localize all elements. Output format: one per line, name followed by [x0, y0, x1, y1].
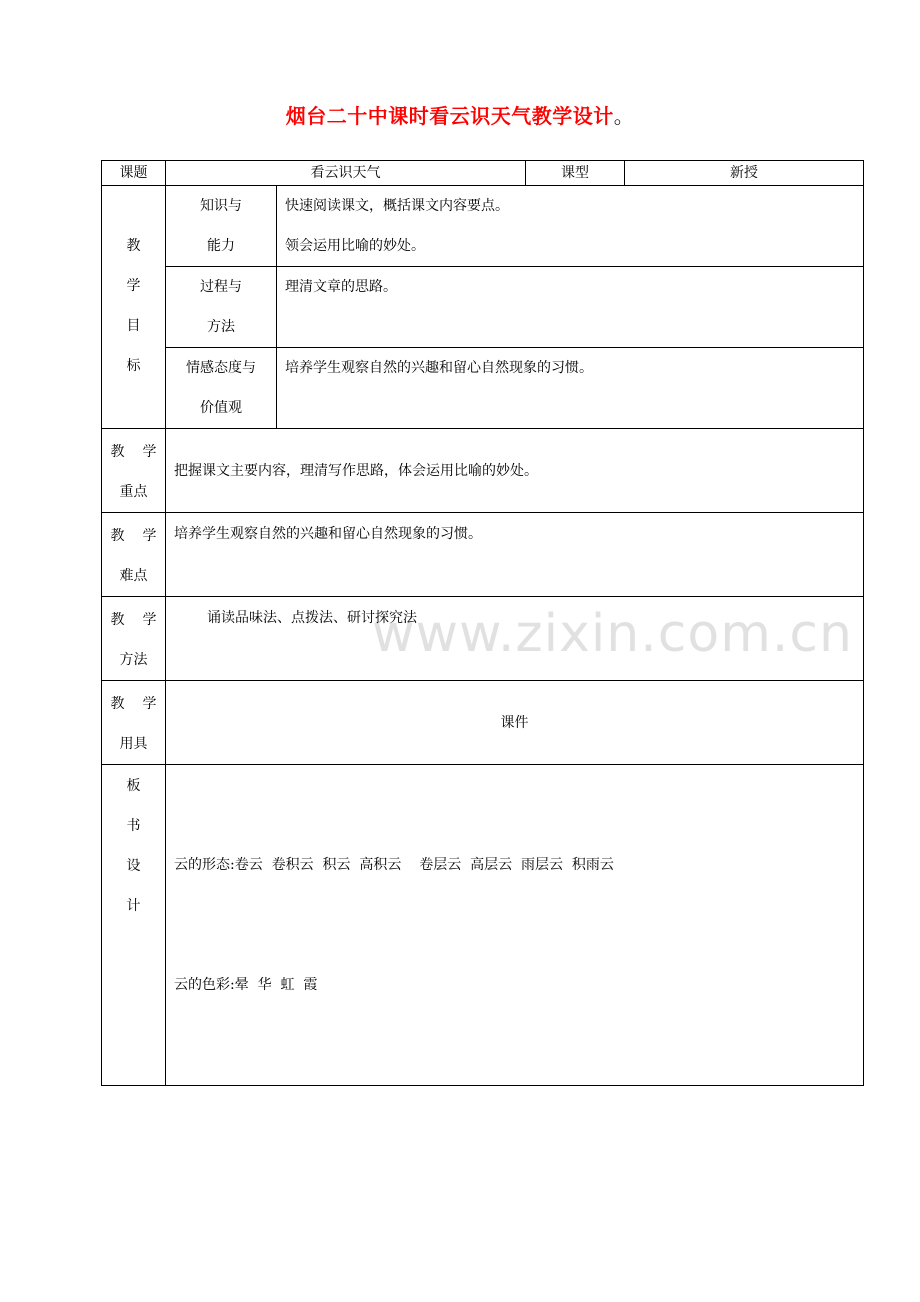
objectives-label-char: 目 — [126, 318, 141, 334]
difficulties-content — [166, 513, 864, 597]
objectives-label-char: 标 — [126, 358, 141, 374]
title-text: 烟台二十中课时看云识天气教学设计 — [285, 104, 614, 128]
difficulties-row — [102, 513, 864, 597]
knowledge-content-line: 快速阅读课文，概括课文内容要点。 — [285, 198, 509, 214]
emotion-label — [166, 348, 277, 429]
difficulties-content-text: 培养学生观察自然的兴趣和留心自然现象的习惯。 — [174, 526, 482, 542]
methods-label-line: 方法 — [119, 652, 148, 668]
board-line-forms: 云的形态:卷云 卷积云 积云 高积云 卷层云 高层云 雨层云 积雨云 — [174, 857, 614, 873]
key-points-content-text: 把握课文主要内容，理清写作思路，体会运用比喻的妙处。 — [174, 462, 538, 479]
key-points-label-char: 学 — [142, 444, 157, 460]
board-label-char: 书 — [126, 818, 141, 834]
key-points-label — [102, 429, 166, 513]
knowledge-content — [277, 186, 864, 267]
emotion-label-line: 情感态度与 — [186, 360, 256, 376]
objectives-label — [102, 186, 166, 429]
topic-label: 课题 — [102, 161, 166, 186]
key-points-label-char: 教 — [110, 444, 125, 460]
knowledge-label — [166, 186, 277, 267]
difficulties-label-char: 学 — [142, 528, 157, 544]
methods-content-text: 诵读品味法、点拨法、研讨探究法 — [207, 610, 417, 626]
difficulties-label-char: 教 — [110, 528, 125, 544]
methods-label-char: 学 — [142, 612, 157, 628]
objective-emotion-row — [102, 348, 864, 429]
board-content — [166, 765, 864, 1086]
difficulties-label — [102, 513, 166, 597]
process-content — [277, 267, 864, 348]
document-title — [0, 100, 920, 129]
objectives-label-char: 学 — [126, 278, 141, 294]
objective-process-row — [102, 267, 864, 348]
key-points-row — [102, 429, 864, 513]
knowledge-label-line: 知识与 — [200, 198, 242, 214]
topic-value: 看云识天气 — [166, 161, 526, 186]
objective-knowledge-row — [102, 186, 864, 267]
tools-label-line: 用具 — [119, 736, 148, 752]
knowledge-label-line: 能力 — [207, 238, 235, 254]
board-label — [102, 765, 166, 1086]
process-label-line: 方法 — [207, 319, 235, 335]
methods-label — [102, 597, 166, 681]
type-value: 新授 — [625, 161, 864, 186]
tools-row — [102, 681, 864, 765]
tools-content-text: 课件 — [500, 714, 529, 731]
title-period: 。 — [613, 104, 635, 128]
watermark: www.zixin.com.cn — [372, 604, 853, 664]
header-row — [102, 161, 864, 186]
key-points-label-line: 重点 — [119, 484, 148, 500]
tools-label — [102, 681, 166, 765]
board-line-colors: 云的色彩:晕 华 虹 霞 — [174, 977, 318, 993]
tools-content — [166, 681, 864, 765]
emotion-label-line: 价值观 — [200, 400, 242, 416]
methods-label-char: 教 — [110, 612, 125, 628]
process-label-line: 过程与 — [200, 279, 242, 295]
board-row — [102, 765, 864, 1086]
board-label-char: 板 — [126, 778, 141, 794]
objectives-label-char: 教 — [126, 238, 141, 254]
knowledge-content-line: 领会运用比喻的妙处。 — [285, 238, 425, 254]
emotion-content — [277, 348, 864, 429]
type-label: 课型 — [526, 161, 625, 186]
process-label — [166, 267, 277, 348]
process-content-text: 理清文章的思路。 — [285, 279, 397, 295]
difficulties-label-line: 难点 — [119, 568, 148, 584]
board-label-char: 计 — [126, 898, 141, 914]
key-points-content — [166, 429, 864, 513]
board-label-char: 设 — [126, 858, 141, 874]
emotion-content-text: 培养学生观察自然的兴趣和留心自然现象的习惯。 — [285, 360, 593, 376]
tools-label-char: 学 — [142, 696, 157, 712]
tools-label-char: 教 — [110, 696, 125, 712]
